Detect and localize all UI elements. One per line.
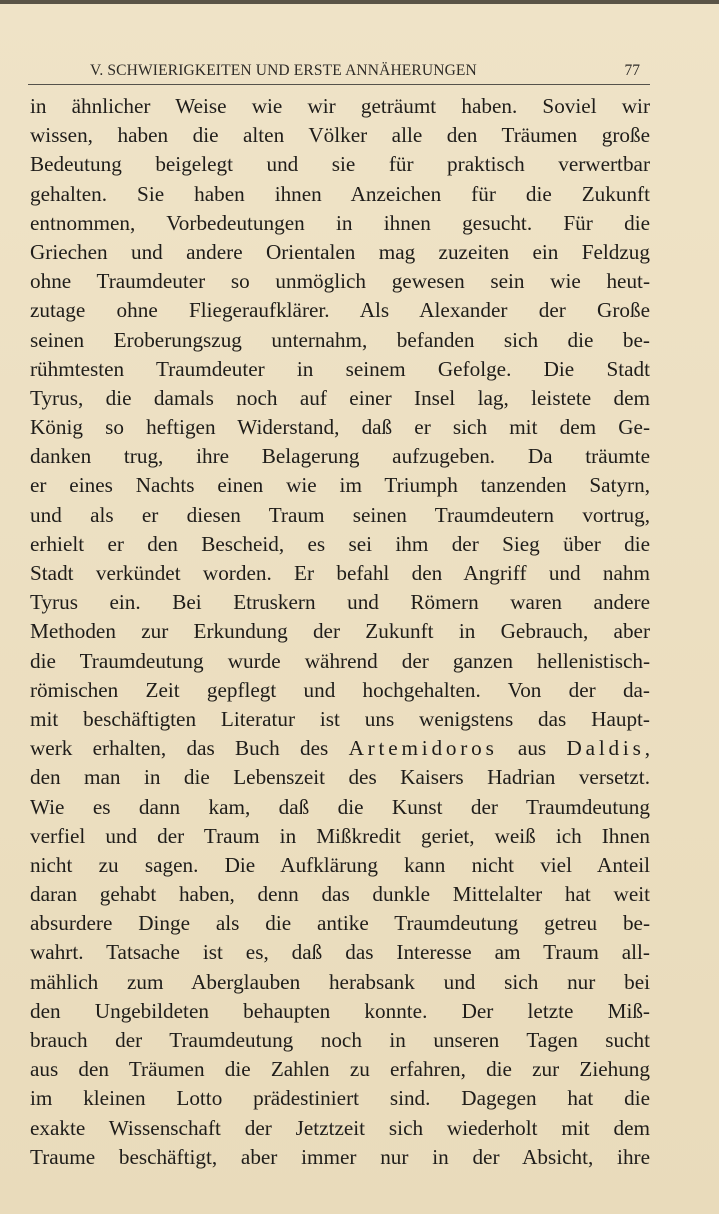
- text-line-spaced-names: [30, 734, 650, 763]
- author-name-artemidoros: Artemidoros: [348, 736, 498, 761]
- text-line: danken trug, ihre Belagerung aufzugeben. Da träumte: [30, 444, 650, 469]
- running-title: V. SCHWIERIGKEITEN UND ERSTE ANNÄHERUNGEN: [90, 62, 477, 79]
- text-line: Bedeutung beigelegt und sie für praktisch verwertbar: [30, 152, 650, 177]
- text-line: wahrt. Tatsache ist es, daß das Interesse am Traum all-: [30, 940, 650, 965]
- text-line: in ähnlicher Weise wie wir geträumt haben. Soviel wir: [30, 94, 650, 118]
- text-line: Wie es dann kam, daß die Kunst der Traumdeutung: [30, 794, 650, 819]
- text-line: mit beschäftigten Literatur ist uns wenigstens das Haupt-: [30, 706, 650, 731]
- text-line: König so heftigen Widerstand, daß er sich mit dem Ge-: [30, 415, 650, 440]
- text-line: römischen Zeit gepflegt und hochgehalten. Von der da-: [30, 677, 650, 702]
- text-line: den Ungebildeten behaupten konnte. Der letzte Miß-: [30, 998, 650, 1023]
- text-line: entnommen, Vorbedeutungen in ihnen gesucht. Für die: [30, 210, 650, 235]
- header-rule: [28, 84, 650, 85]
- text-line: absurdere Dinge als die antike Traumdeutung getreu be-: [30, 911, 650, 936]
- text-line: mählich zum Aberglauben herabsank und sich nur bei: [30, 969, 650, 994]
- text-line: Tyrus, die damals noch auf einer Insel lag, leistete dem: [30, 385, 650, 410]
- running-header: [28, 62, 650, 84]
- text-line: gehalten. Sie haben ihnen Anzeichen für die Zukunft: [30, 181, 650, 206]
- text-line: Methoden zur Erkundung der Zukunft in Gebrauch, aber: [30, 619, 650, 644]
- text-line: verfiel und der Traum in Mißkredit geriet, weiß ich Ihnen: [30, 823, 650, 848]
- text-line: die Traumdeutung wurde während der ganzen hellenistisch-: [30, 648, 650, 673]
- text-line: den man in die Lebenszeit des Kaisers Hadrian versetzt.: [30, 765, 650, 790]
- text-line: zutage ohne Fliegeraufklärer. Als Alexander der Große: [30, 298, 650, 323]
- text-line: Tyrus ein. Bei Etruskern und Römern waren andere: [30, 590, 650, 615]
- text-line: erhielt er den Bescheid, es sei ihm der Sieg über die: [30, 531, 650, 556]
- place-name-daldis: Daldis: [566, 736, 645, 761]
- text-line: im kleinen Lotto prädestiniert sind. Dagegen hat die: [30, 1086, 650, 1111]
- text-fragment: werk erhalten, das Buch des: [30, 736, 349, 761]
- body-text: [30, 92, 650, 1172]
- page-top-edge: [0, 0, 719, 4]
- text-line: seinen Eroberungszug unternahm, befanden sich die be-: [30, 327, 650, 352]
- text-line: aus den Träumen die Zahlen zu erfahren, die zur Ziehung: [30, 1057, 650, 1082]
- text-line: wissen, haben die alten Völker alle den Träumen große: [30, 123, 650, 148]
- text-line: Stadt verkündet worden. Er befahl den Angriff und nahm: [30, 561, 650, 585]
- text-line: rühmtesten Traumdeuter in seinem Gefolge. Die Stadt: [30, 356, 650, 381]
- text-line: Traume beschäftigt, aber immer nur in der Absicht, ihre: [30, 1144, 650, 1169]
- text-fragment: aus: [497, 736, 567, 761]
- text-line: Griechen und andere Orientalen mag zuzeiten ein Feldzug: [30, 239, 650, 264]
- text-line: und als er diesen Traum seinen Traumdeutern vortrug,: [30, 502, 650, 527]
- text-line: nicht zu sagen. Die Aufklärung kann nicht viel Anteil: [30, 852, 650, 877]
- text-line: ohne Traumdeuter so unmöglich gewesen sein wie heut-: [30, 269, 650, 294]
- text-line: er eines Nachts einen wie im Triumph tanzenden Satyrn,: [30, 473, 650, 498]
- text-line: exakte Wissenschaft der Jetztzeit sich wiederholt mit dem: [30, 1115, 650, 1140]
- page-number: 77: [624, 62, 640, 79]
- text-fragment: ,: [644, 736, 650, 761]
- text-line: brauch der Traumdeutung noch in unseren Tagen sucht: [30, 1028, 650, 1052]
- text-line: daran gehabt haben, denn das dunkle Mittelalter hat weit: [30, 882, 650, 907]
